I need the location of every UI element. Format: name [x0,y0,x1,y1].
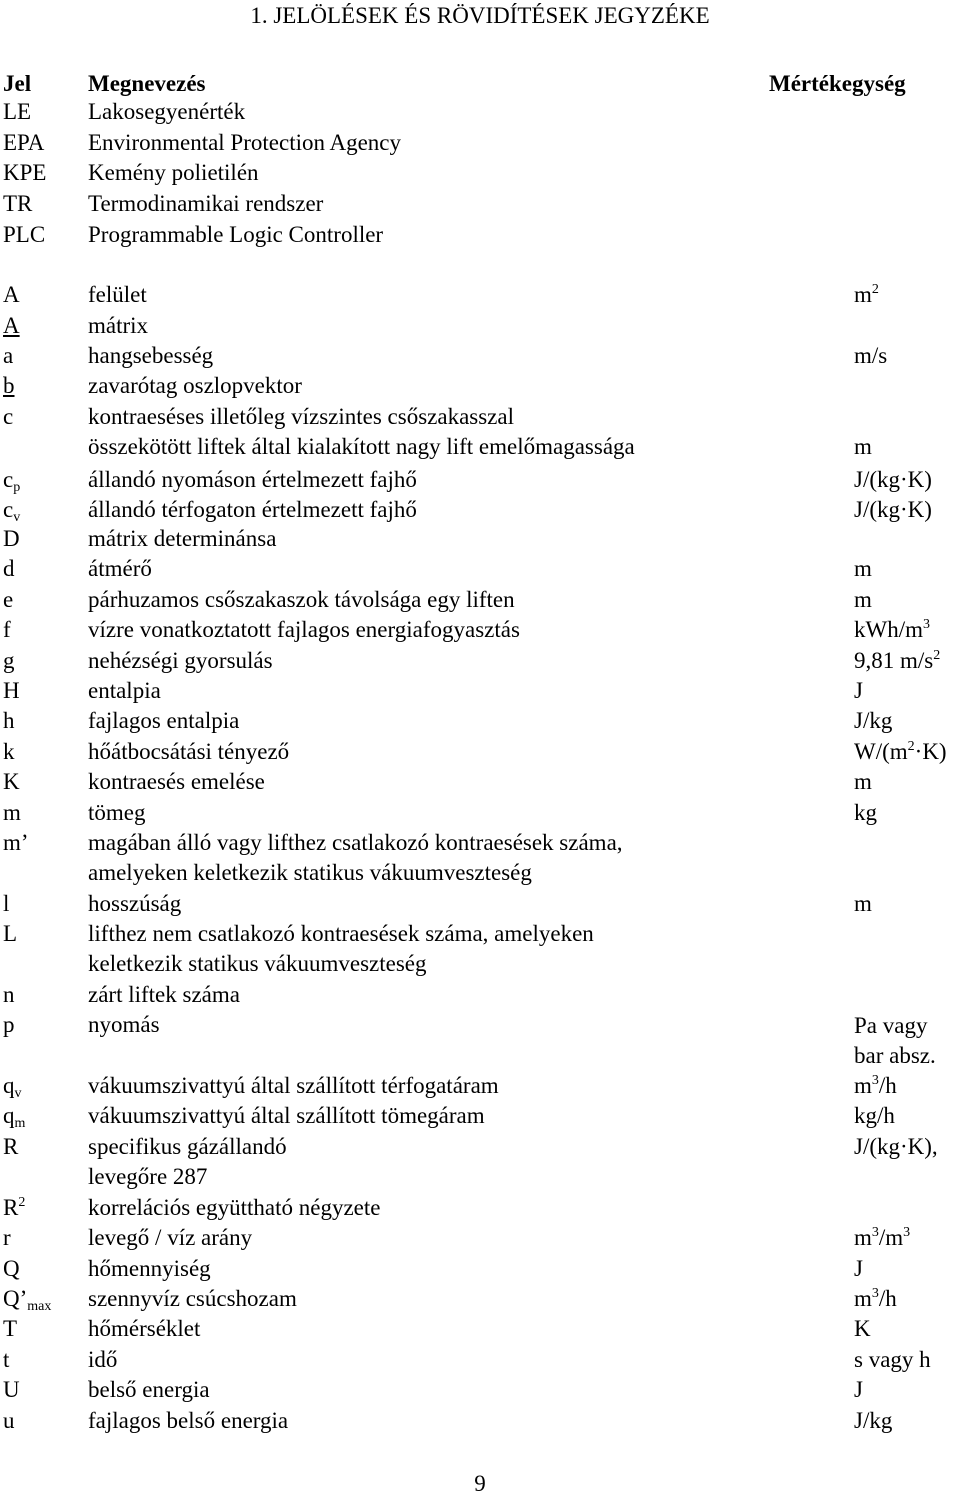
symbol-unit: J/(kg·K), [854,1134,938,1159]
symbol-name: állandó nyomáson értelmezett fajhő [88,467,417,492]
symbol-name: párhuzamos csőszakaszok távolsága egy liften [88,587,515,612]
symbol-name: szennyvíz csúcshozam [88,1286,297,1311]
symbol: $q_v$ [3,1073,22,1101]
symbol-unit: m [854,556,872,581]
symbol-name: kontraesés emelése [88,769,265,794]
symbol: T [3,1316,18,1341]
symbol-name: nehézségi gyorsulás [88,648,273,673]
symbol-name: hőmennyiség [88,1256,211,1281]
symbol-unit: m [854,769,872,794]
symbol-unit: Pa vagy [854,1013,928,1038]
symbol-name-continued: levegőre 287 [88,1164,208,1189]
symbol-unit: J/kg [854,708,893,733]
abbreviation-name: Termodinamikai rendszer [88,191,324,216]
symbol: p [3,1012,15,1037]
symbol-unit: $m^3/h$ [854,1073,897,1098]
symbol-unit: $m^3/m^3$ [854,1225,911,1250]
symbol-unit: kWh/$m^3$ [854,617,930,642]
symbol: Q [3,1256,20,1281]
symbol-name: fajlagos entalpia [88,708,240,733]
symbol: R [3,1134,19,1159]
symbol: a [3,343,14,368]
symbol-name: hőmérséklet [88,1316,201,1341]
symbol-name: korrelációs együttható négyzete [88,1195,381,1220]
symbol-name: zavarótag oszlopvektor [88,373,302,398]
symbol-unit: m [854,434,872,459]
symbol-unit: m [854,587,872,612]
symbol-name: zárt liftek száma [88,982,240,1007]
symbol: f [3,617,11,642]
symbol: m [3,800,21,825]
symbol-name: mátrix [88,313,149,338]
symbol-unit: J [854,1256,863,1281]
symbol: A [3,313,20,338]
symbol-name: tömeg [88,800,146,825]
symbol-unit-continued: bar absz. [854,1043,936,1068]
symbol-name: levegő / víz arány [88,1225,253,1250]
symbol-name: fajlagos belső energia [88,1408,289,1433]
symbol: l [3,891,10,916]
symbol: h [3,708,15,733]
symbol-name: nyomás [88,1012,160,1037]
symbol-name: lifthez nem csatlakozó kontraesések száma, amelyeken [88,921,594,946]
header-symbol: Jel [3,71,32,96]
abbreviation-symbol: KPE [3,160,47,185]
symbol-unit: kg [854,800,877,825]
symbol-name: mátrix determinánsa [88,526,277,551]
symbol-unit: J/(kg·K) [854,497,932,522]
symbol-name: kontraeséses illetőleg vízszintes csőszakasszal [88,404,514,429]
symbol: U [3,1377,20,1402]
symbol-unit: J/kg [854,1408,893,1433]
symbol: b [3,373,15,398]
symbol: K [3,769,20,794]
symbol-unit: m/s [854,343,888,368]
abbreviation-name: Programmable Logic Controller [88,222,384,247]
symbol-name: specifikus gázállandó [88,1134,287,1159]
page-title: 1. JELÖLÉSEK ÉS RÖVIDÍTÉSEK JEGYZÉKE [250,3,710,28]
symbol: $q_m$ [3,1103,26,1131]
symbol-name: felület [88,282,147,307]
symbol: L [3,921,18,946]
abbreviation-symbol: TR [3,191,33,216]
symbol-name: vákuumszivattyú által szállított térfogatáram [88,1073,499,1098]
symbol-name-continued: keletkezik statikus vákuumveszteség [88,951,427,976]
symbol-name-continued: amelyeken keletkezik statikus vákuumveszteség [88,860,532,885]
header-unit: Mértékegység [769,71,906,96]
symbol-unit: $m^2$ [854,282,879,307]
symbol: $c_v$ [3,497,21,525]
symbol: A [3,282,20,307]
symbol-unit: kg/h [854,1103,895,1128]
symbol: e [3,587,14,612]
abbreviation-symbol: PLC [3,222,46,247]
symbol: d [3,556,15,581]
symbol: $R^2$ [3,1195,26,1220]
symbol: k [3,739,15,764]
symbol-name: hangsebesség [88,343,214,368]
page-number: 9 [474,1471,486,1496]
symbol-name: belső energia [88,1377,210,1402]
symbol: r [3,1225,11,1250]
symbol-unit: s vagy h [854,1347,931,1372]
symbol-unit: J [854,1377,863,1402]
symbol-unit: $m^3/h$ [854,1286,897,1311]
abbreviation-name: Kemény polietilén [88,160,259,185]
symbol: $Q’_{max}$ [3,1286,52,1314]
symbol-unit: $W/(m^2\cdot K)$ [854,739,947,764]
symbol: m’ [3,830,29,855]
abbreviation-symbol: LE [3,99,32,124]
symbol-unit: m [854,891,872,916]
symbol-name: hosszúság [88,891,182,916]
symbol: t [3,1347,10,1372]
symbol: D [3,526,20,551]
abbreviation-name: Lakosegyenérték [88,99,246,124]
symbol: u [3,1408,15,1433]
symbol: H [3,678,20,703]
symbol-name: állandó térfogaton értelmezett fajhő [88,497,417,522]
symbol-unit: K [854,1316,871,1341]
symbol: $c_p$ [3,467,21,495]
symbol-name: entalpia [88,678,161,703]
symbol-unit: J/(kg·K) [854,467,932,492]
symbol-unit: 9,81 $m/s^2$ [854,648,941,673]
symbol: c [3,404,14,429]
symbol-name: vákuumszivattyú által szállított tömegáram [88,1103,485,1128]
symbol-name: idő [88,1347,118,1372]
abbreviation-name: Environmental Protection Agency [88,130,401,155]
symbol-unit: J [854,678,863,703]
symbol: g [3,648,15,673]
symbol-name: magában álló vagy lifthez csatlakozó kontraesések száma, [88,830,623,855]
symbol-name-continued: összekötött liftek által kialakított nagy lift emelőmagassága [88,434,635,459]
symbol-name: átmérő [88,556,152,581]
symbol-name: hőátbocsátási tényező [88,739,290,764]
header-name: Megnevezés [88,71,206,96]
abbreviation-symbol: EPA [3,130,45,155]
symbol: n [3,982,15,1007]
symbol-name: vízre vonatkoztatott fajlagos energiafogyasztás [88,617,520,642]
